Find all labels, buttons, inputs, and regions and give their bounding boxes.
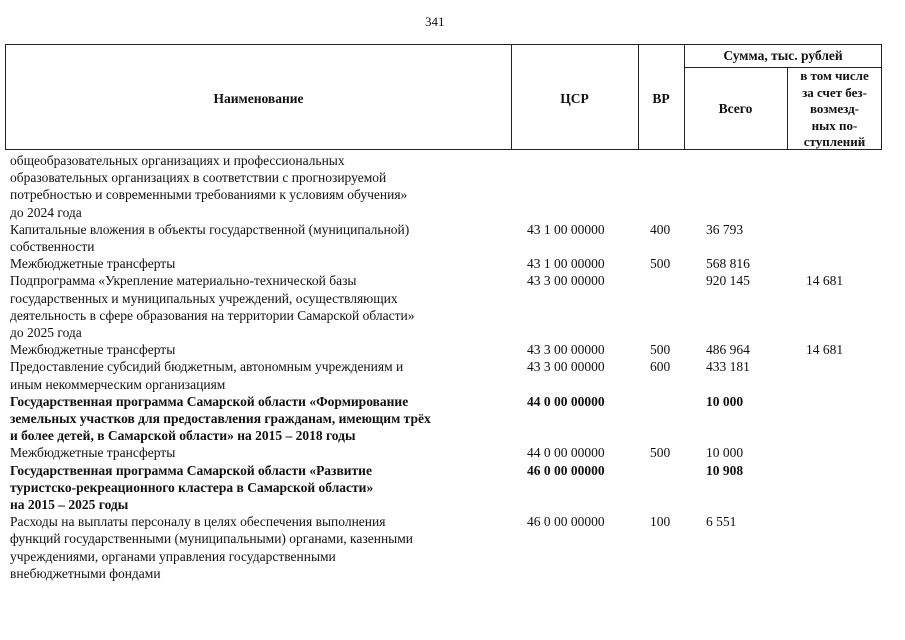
row-name-line: деятельность в сфере образования на территории Самарской области» [10,307,415,323]
header-sum: Сумма, тыс. рублей [723,48,843,63]
row-name-line: Предоставление субсидий бюджетным, автономным учреждениям и [10,359,404,375]
table-row [10,444,890,461]
row-name-line: Подпрограмма «Укрепление материально-технической базы [10,273,357,289]
row-name [10,255,500,272]
header-gratis-line: возмезд- [810,101,859,116]
header-total: Всего [718,101,753,116]
row-gratis: 14 681 [806,342,844,358]
header-gratis-line: ступлений [803,134,866,149]
header-gratis-line: ных по- [811,117,858,133]
header-gratis-line: за счет без- [802,84,867,100]
row-name-line: Расходы на выплаты персоналу в целях обеспечения выполнения [10,514,386,530]
row-name-line: образовательных организациях в соответствии с прогнозируемой [10,170,387,186]
table-row [10,393,890,445]
table-row [10,462,890,514]
row-total: 36 793 [706,221,744,237]
row-name [10,513,500,582]
row-vr: 500 [650,445,671,461]
row-name-line: потребностью и современными требованиями к условиям обучения» [10,187,408,203]
header-gratis-line: в том числе [800,68,869,83]
row-total: 568 816 [706,256,750,272]
row-name-line: собственности [10,239,95,255]
row-name [10,152,500,221]
row-name [10,462,500,514]
row-total: 10 908 [706,462,744,478]
row-name-line: функций государственными (муниципальными) органами, казенными [10,531,414,547]
table-row [10,221,890,255]
row-csr: 46 0 00 00000 [527,514,605,530]
row-name-line: Государственная программа Самарской области «Развитие [10,462,372,478]
table-header [5,44,882,150]
row-vr: 600 [650,359,671,375]
row-name-line: государственных и муниципальных учреждений, осуществляющих [10,290,398,306]
page-number: 341 [425,14,445,29]
row-name-line: Капитальные вложения в объекты государственной (муниципальной) [10,221,410,237]
table-row [10,513,890,582]
row-total: 10 000 [706,393,744,409]
table-row [10,272,890,341]
row-vr: 500 [650,256,671,272]
row-total: 6 551 [706,514,737,530]
row-name-line: Межбюджетные трансферты [10,342,176,358]
row-name-line: Межбюджетные трансферты [10,256,176,272]
row-name [10,358,500,392]
header-csr: ЦСР [560,91,589,106]
header-name: Наименование [213,91,304,106]
row-csr: 43 3 00 00000 [527,359,605,375]
table-row [10,152,890,221]
row-total: 920 145 [706,273,750,289]
row-total: 10 000 [706,445,744,461]
row-name [10,341,500,358]
row-csr: 43 1 00 00000 [527,256,605,272]
row-csr: 46 0 00 00000 [527,462,605,478]
row-name [10,393,500,445]
row-name-line: общеобразовательных организациях и профессиональных [10,153,345,168]
row-name-line: внебюджетными фондами [10,565,161,581]
row-name [10,272,500,341]
row-name [10,444,500,461]
row-vr: 500 [650,342,671,358]
row-name-line: учреждениями, органами управления государственными [10,548,336,564]
header-vr: ВР [652,91,670,106]
table-row [10,341,890,358]
row-csr: 43 3 00 00000 [527,273,605,289]
row-csr: 44 0 00 00000 [527,393,605,409]
row-csr: 43 1 00 00000 [527,221,605,237]
row-total: 433 181 [706,359,750,375]
row-vr: 100 [650,514,671,530]
row-total: 486 964 [706,342,750,358]
row-name-line: иным некоммерческим организациям [10,376,226,392]
row-gratis: 14 681 [806,273,844,289]
table-row [10,255,890,272]
header-gratis [787,68,882,151]
row-vr: 400 [650,221,671,237]
row-name-line: земельных участков для предоставления гражданам, имеющим трёх [10,411,431,427]
row-name-line: Государственная программа Самарской области «Формирование [10,393,409,409]
row-name [10,221,500,255]
row-name-line: до 2024 года [10,204,82,220]
table-body [10,152,890,582]
row-name-line: Межбюджетные трансферты [10,445,176,461]
row-csr: 44 0 00 00000 [527,445,605,461]
row-name-line: до 2025 года [10,325,82,341]
row-name-line: туристско-рекреационного кластера в Самарской области» [10,479,374,495]
row-name-line: и более детей, в Самарской области» на 2015 – 2018 годы [10,428,356,444]
table-row [10,358,890,392]
row-csr: 43 3 00 00000 [527,342,605,358]
row-name-line: на 2015 – 2025 годы [10,497,129,513]
